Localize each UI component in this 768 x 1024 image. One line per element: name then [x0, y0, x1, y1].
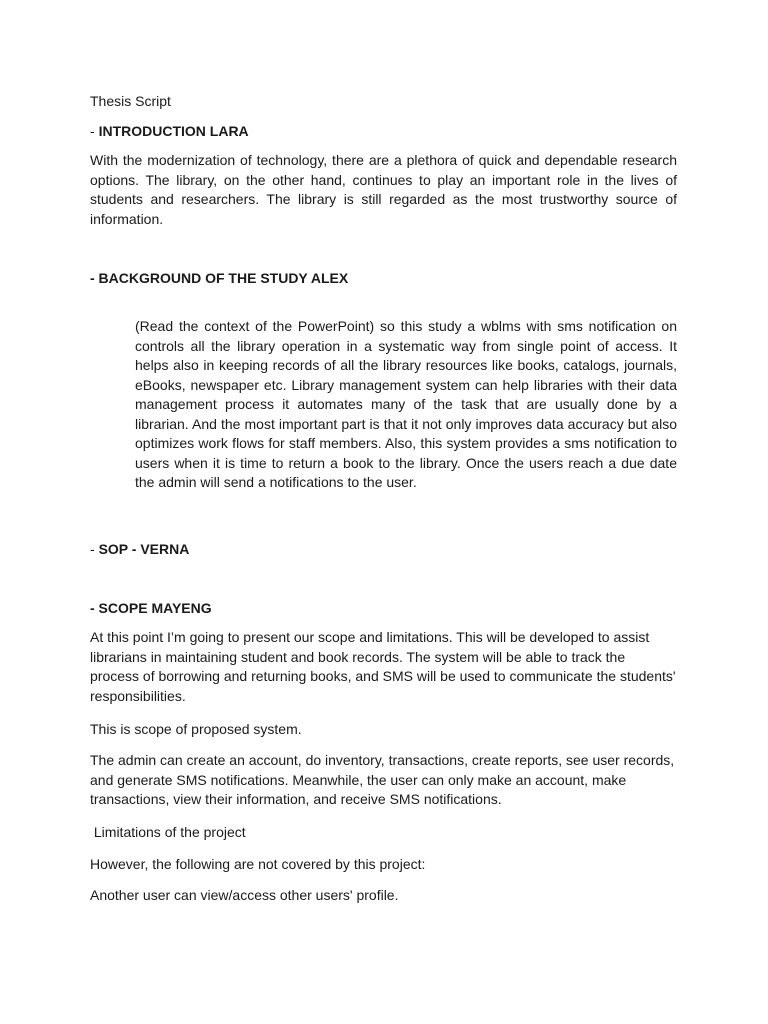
limitations-title-text: Limitations of the project	[93, 824, 246, 840]
background-heading-text: - BACKGROUND OF THE STUDY ALEX	[90, 270, 349, 286]
sop-heading	[90, 540, 189, 560]
background-heading	[90, 269, 348, 289]
document-title: Thesis Script	[90, 93, 171, 109]
sop-heading-text: SOP - VERNA	[98, 541, 190, 557]
not-covered-paragraph: However, the following are not covered by this project:	[90, 856, 426, 872]
sop-heading-prefix: -	[90, 541, 99, 557]
scope-heading-text: - SCOPE MAYENG	[90, 600, 212, 616]
background-paragraph: (Read the context of the PowerPoint) so this study a wblms with sms notification on controls all the library operation in a systematic way from single point of access. It helps also in keeping records of all the library resources like books, catalogs, journals, eBooks, newspaper etc. Library management system can help libraries with their data management process it automates many of the task that are usually done by a librarian. And the most important part is that it not only improves data accuracy but also optimizes work flows for staff members. Also, this system provides a sms notification to users when it is time to return a book to the library. Once the users reach a due date the admin will send a notifications to the user.	[135, 318, 677, 490]
scope-paragraph: At this point I’m going to present our scope and limitations. This will be developed to assist librarians in maintaining student and book records. The system will be able to track the process of borrowing and returning books, and SMS will be used to communicate the students' responsibilities.	[90, 629, 676, 704]
scope-heading	[90, 599, 212, 619]
introduction-heading-prefix: -	[90, 123, 99, 139]
introduction-heading-text: INTRODUCTION LARA	[98, 123, 249, 139]
scope-admin-paragraph: The admin can create an account, do inventory, transactions, create reports, see user records, and generate SMS notifications. Meanwhile, the user can only make an account, make transactions, view their information, and receive SMS notifications.	[90, 752, 675, 807]
limitations-title	[90, 823, 677, 843]
scope-proposed-paragraph: This is scope of proposed system.	[90, 721, 302, 737]
introduction-paragraph: With the modernization of technology, there are a plethora of quick and dependable research options. The library, on the other hand, continues to play an important role in the lives of students and researchers. The library is still regarded as the most trustworthy source of information.	[90, 152, 677, 227]
introduction-heading	[90, 122, 249, 142]
limitation-item: Another user can view/access other users' profile.	[90, 887, 399, 903]
